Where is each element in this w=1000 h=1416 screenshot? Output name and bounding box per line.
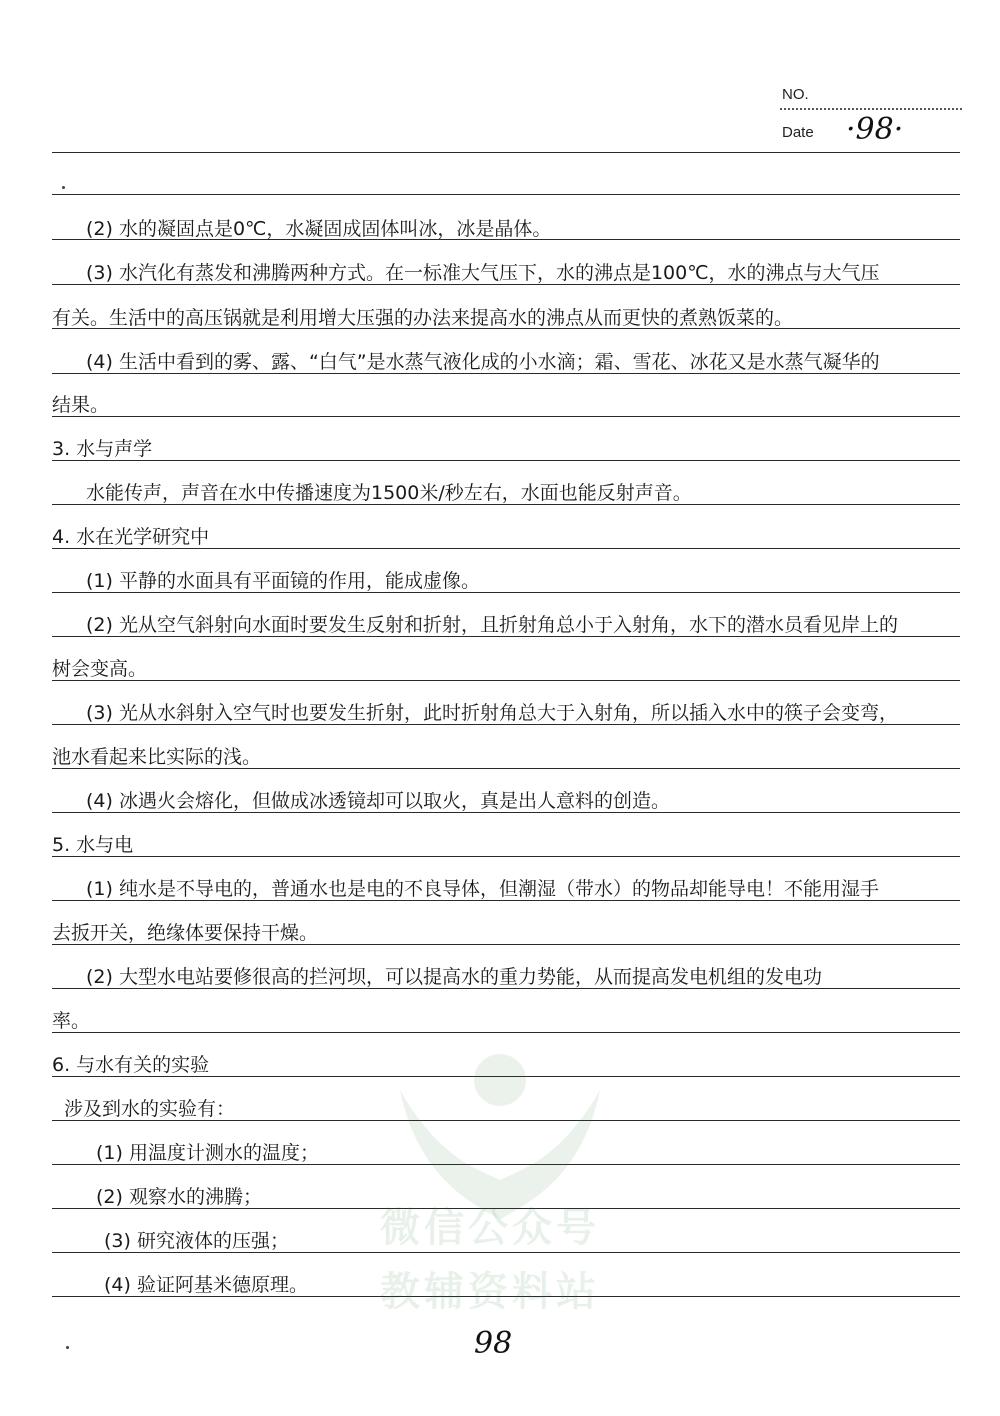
text-line: 池水看起来比实际的浅。 (52, 746, 262, 768)
watermark-text: 教辅资料站 (380, 1269, 600, 1315)
ruled-line (52, 548, 960, 549)
header-date-label: Date (782, 124, 814, 141)
text-line: (2) 大型水电站要修很高的拦河坝，可以提高水的重力势能，从而提高发电机组的发电功 (86, 966, 822, 988)
text-line: 去扳开关，绝缘体要保持干燥。 (52, 922, 319, 944)
section-heading: 6. 与水有关的实验 (52, 1054, 210, 1076)
section-heading: 4. 水在光学研究中 (52, 526, 210, 548)
text-line: (2) 水的凝固点是0℃，水凝固成固体叫冰，冰是晶体。 (86, 218, 552, 240)
ruled-line (52, 768, 960, 769)
header-date-value: ·98· (846, 112, 904, 147)
header-dotted-rule (780, 108, 962, 110)
text-line: (2) 光从空气斜射向水面时要发生反射和折射，且折射角总小于入射角，水下的潜水员看见岸上的 (86, 614, 898, 636)
list-item: (1) 用温度计测水的温度； (96, 1142, 319, 1164)
ruled-line (52, 504, 960, 505)
header-no-label: NO. (782, 86, 809, 103)
scan-speck (62, 186, 65, 189)
ruled-line (52, 988, 960, 989)
section-heading: 5. 水与电 (52, 834, 134, 856)
text-line: 结果。 (52, 394, 110, 416)
ruled-line (52, 636, 960, 637)
text-line: (4) 冰遇火会熔化，但做成冰透镜却可以取火，真是出人意料的创造。 (86, 790, 670, 812)
text-line: (3) 光从水斜射入空气时也要发生折射，此时折射角总大于入射角，所以插入水中的筷子会变弯， (86, 702, 898, 724)
list-item: (3) 研究液体的压强； (104, 1230, 289, 1252)
text-line: 水能传声，声音在水中传播速度为1500米/秒左右，水面也能反射声音。 (86, 482, 692, 504)
ruled-line (52, 373, 960, 374)
ruled-line (52, 460, 960, 461)
ruled-line (52, 944, 960, 945)
ruled-line (52, 194, 960, 195)
text-line: 树会变高。 (52, 658, 148, 680)
list-item: (4) 验证阿基米德原理。 (104, 1274, 308, 1296)
section-heading: 3. 水与声学 (52, 438, 153, 460)
list-item: (2) 观察水的沸腾； (96, 1186, 262, 1208)
ruled-line (52, 724, 960, 725)
scan-speck (66, 1346, 69, 1349)
text-line: 涉及到水的实验有： (64, 1098, 236, 1120)
ruled-line (52, 812, 960, 813)
ruled-line (52, 416, 960, 417)
ruled-line (52, 680, 960, 681)
watermark-text: 微信公众号 (380, 1205, 600, 1251)
text-line: (3) 水汽化有蒸发和沸腾两种方式。在一标准大气压下，水的沸点是100℃，水的沸点与大气压 (86, 262, 880, 284)
ruled-line (52, 284, 960, 285)
text-line: 率。 (52, 1010, 91, 1032)
text-line: 有关。生活中的高压锅就是利用增大压强的办法来提高水的沸点从而更快的煮熟饭菜的。 (52, 307, 794, 329)
text-line: (1) 纯水是不导电的，普通水也是电的不良导体，但潮湿（带水）的物品却能导电！不能用湿手 (86, 878, 879, 900)
text-line: (4) 生活中看到的雾、露、“白气”是水蒸气液化成的小水滴；霜、雪花、冰花又是水蒸气凝华的 (86, 351, 880, 373)
ruled-line (52, 856, 960, 857)
text-line: (1) 平静的水面具有平面镜的作用，能成虚像。 (86, 570, 480, 592)
ruled-line (52, 592, 960, 593)
ruled-line (52, 900, 960, 901)
ruled-line (52, 152, 960, 153)
page-number: 98 (474, 1326, 513, 1361)
